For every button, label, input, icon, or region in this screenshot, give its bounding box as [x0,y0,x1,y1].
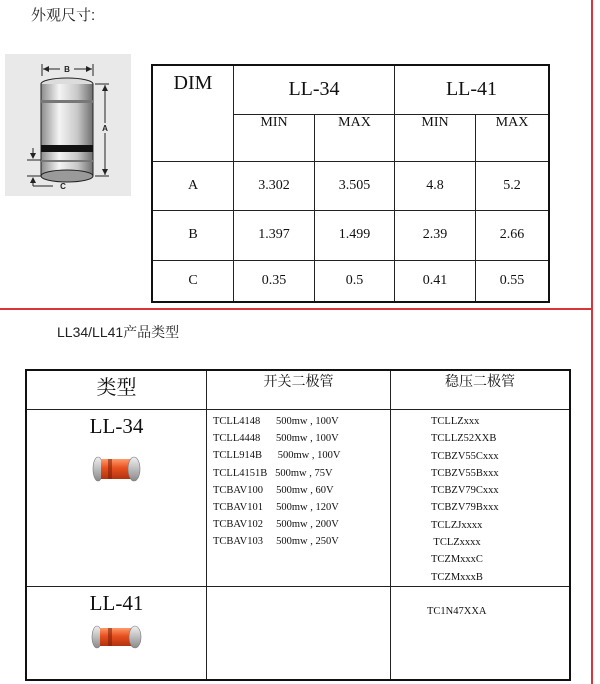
switching-list-ll41 [207,586,391,680]
red-border-vertical [591,0,593,684]
value-cell: 3.302 [234,161,315,210]
table-row [26,410,570,587]
ll34-diode-image [92,453,142,485]
list-item: TCLL4151B 500mw , 75V [213,467,333,479]
label-a: A [102,124,108,133]
list-item: TCBZV79Cxxx [431,485,499,497]
header-blank [152,114,234,161]
list-item: TCBZV55Bxxx [431,467,499,479]
label-c: C [60,182,66,191]
dim-label: B [152,210,234,260]
header-min-ll41: MIN [395,114,476,161]
type-cell-ll41 [26,586,207,680]
package-label: LL-41 [89,590,144,615]
value-cell: 3.505 [315,161,395,210]
label-b: B [64,65,70,74]
table-row [152,260,549,302]
list-item: TCLZxxxx [431,537,481,549]
list-item: TCLL4448 500mw , 100V [213,433,339,445]
list-item: TCBAV103 500mw , 250V [213,536,339,548]
list-item: TCLL914B 500mw , 100V [213,450,341,462]
list-item: TCZMxxxB [431,571,483,583]
header-switching-diode: 开关二极管 [207,370,391,410]
list-item: TCBAV101 500mw , 120V [213,502,339,514]
header-min-ll34: MIN [234,114,315,161]
header-regulator-diode: 稳压二极管 [391,370,571,410]
value-cell: 0.41 [395,260,476,302]
value-cell: 5.2 [476,161,550,210]
list-item: TCLLZxxx [431,416,480,427]
value-cell: 0.55 [476,260,550,302]
table-row [152,210,549,260]
section-title-dimensions: 外观尺寸: [31,7,96,24]
header-ll41: LL-41 [395,65,550,114]
value-cell: 1.499 [315,210,395,260]
dim-label: C [152,260,234,302]
switching-list-ll34 [207,410,391,587]
value-cell: 1.397 [234,210,315,260]
value-cell: 0.5 [315,260,395,302]
table-row [152,161,549,210]
list-item: TCLL4148 500mw , 100V [213,416,339,427]
list-item: TCBZV79Bxxx [431,502,499,514]
section-title-product-types: LL34/LL41产品类型 [57,324,180,340]
diode-dimension-diagram [5,54,131,196]
value-cell: 2.39 [395,210,476,260]
header-max-ll41: MAX [476,114,550,161]
dim-label: A [152,161,234,210]
list-item: TCLLZ52XXB [431,433,497,445]
list-item: TCLZJxxxx [431,519,483,531]
list-item: TC1N47XXA [427,605,487,617]
header-ll34: LL-34 [234,65,395,114]
type-cell-ll34 [26,410,207,587]
value-cell: 4.8 [395,161,476,210]
value-cell: 2.66 [476,210,550,260]
table-row [26,586,570,680]
header-max-ll34: MAX [315,114,395,161]
list-item: TCBZV55Cxxx [431,450,499,462]
list-item: TCBAV100 500mw , 60V [213,484,334,496]
product-type-table [25,369,571,681]
list-item: TCZMxxxC [431,554,483,566]
red-border-horizontal [0,308,593,310]
regulator-list-ll41 [391,586,571,680]
header-type: 类型 [26,370,207,410]
list-item: TCBAV102 500mw , 200V [213,519,339,531]
header-dim: DIM [152,65,234,114]
ll41-diode-image [91,622,143,652]
regulator-list-ll34 [391,410,571,587]
value-cell: 0.35 [234,260,315,302]
dimension-table [151,64,550,303]
package-label: LL-34 [89,414,144,438]
